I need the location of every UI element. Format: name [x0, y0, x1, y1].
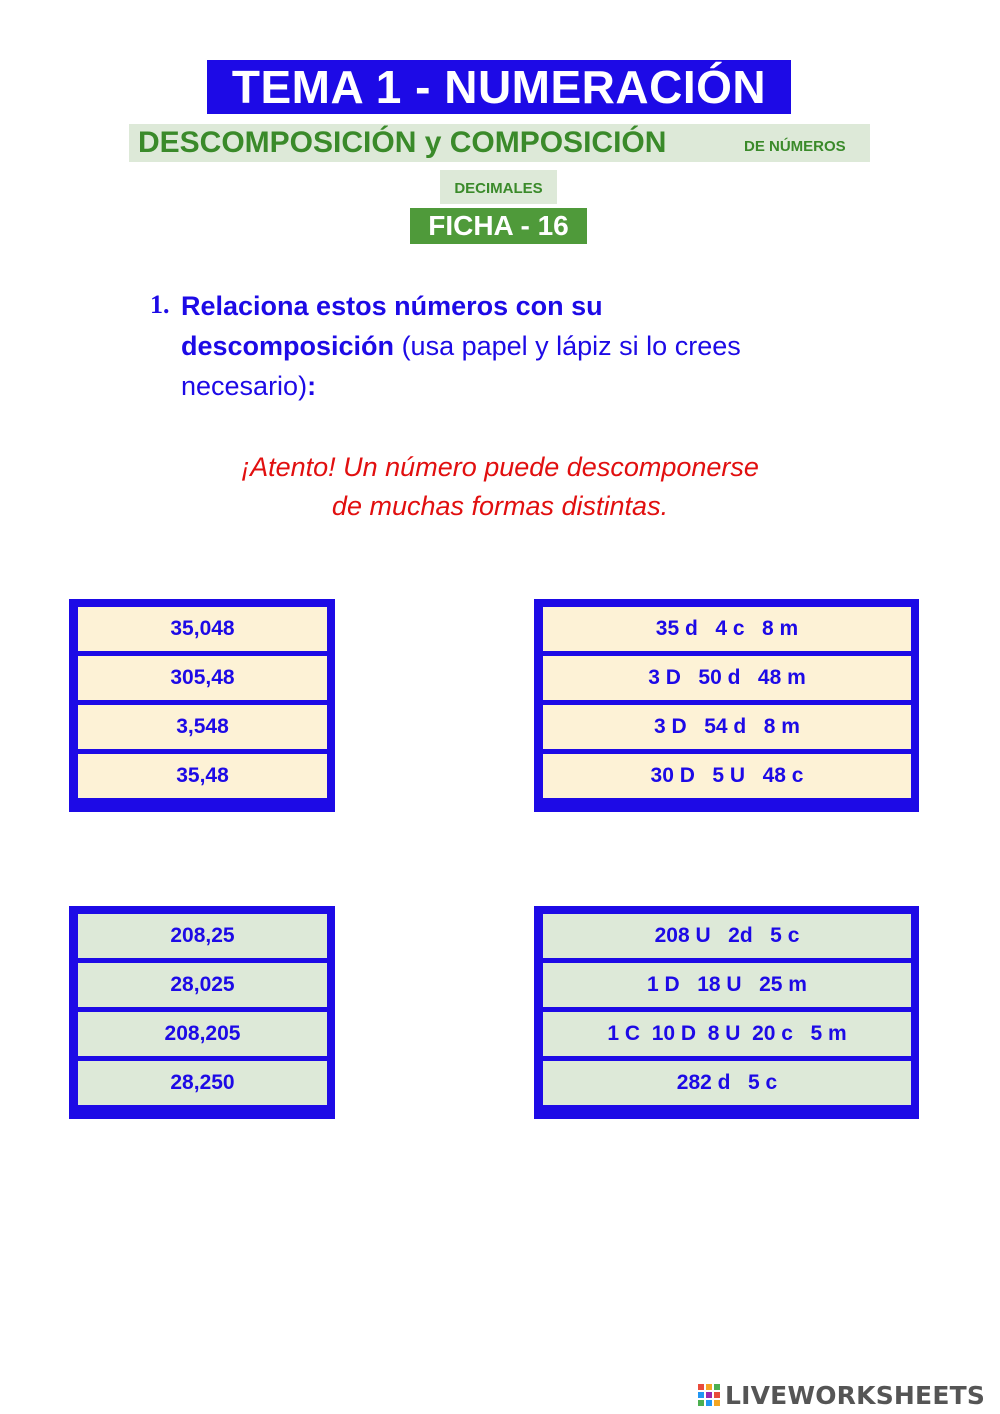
- number-item[interactable]: 3,548: [78, 705, 327, 749]
- decomposition-item[interactable]: 1 D 18 U 25 m: [543, 963, 911, 1007]
- subtitle-small-1: DE NÚMEROS: [744, 138, 846, 155]
- decomposition-item[interactable]: 1 C 10 D 8 U 20 c 5 m: [543, 1012, 911, 1056]
- question-colon: :: [307, 371, 317, 401]
- brand-name: LIVEWORKSHEETS: [725, 1380, 986, 1410]
- decomposition-item[interactable]: 208 U 2d 5 c: [543, 914, 911, 958]
- number-item[interactable]: 28,025: [78, 963, 327, 1007]
- decomposition-item[interactable]: 35 d 4 c 8 m: [543, 607, 911, 651]
- numbers-group-2: [69, 906, 335, 1119]
- brand-footer: [697, 1377, 985, 1413]
- number-item[interactable]: 208,205: [78, 1012, 327, 1056]
- warning-line-1: ¡Atento! Un número puede descomponerse: [241, 452, 759, 482]
- number-item[interactable]: 35,48: [78, 754, 327, 798]
- number-item[interactable]: 208,25: [78, 914, 327, 958]
- number-item[interactable]: 28,250: [78, 1061, 327, 1105]
- number-item[interactable]: 35,048: [78, 607, 327, 651]
- number-item[interactable]: 305,48: [78, 656, 327, 700]
- subtitle-main: DESCOMPOSICIÓN y COMPOSICIÓN: [138, 126, 667, 159]
- decomposition-item[interactable]: 3 D 50 d 48 m: [543, 656, 911, 700]
- question-text: [181, 286, 821, 406]
- page-title: TEMA 1 - NUMERACIÓN: [207, 60, 791, 114]
- decomposition-item[interactable]: 3 D 54 d 8 m: [543, 705, 911, 749]
- question-bold-text: Relaciona estos números con su descomposición: [181, 291, 603, 361]
- question-normal-text: (usa papel y lápiz si lo crees necesario): [181, 331, 741, 401]
- decomposition-item[interactable]: 282 d 5 c: [543, 1061, 911, 1105]
- liveworksheets-logo-icon: [697, 1383, 721, 1407]
- decomposition-item[interactable]: 30 D 5 U 48 c: [543, 754, 911, 798]
- subtitle-small-2: DECIMALES: [440, 170, 557, 204]
- warning-line-2: de muchas formas distintas.: [331, 491, 669, 521]
- decompositions-group-2: [534, 906, 919, 1119]
- sheet-label: FICHA - 16: [410, 208, 587, 244]
- decompositions-group-1: [534, 599, 919, 812]
- warning-note: [150, 448, 850, 526]
- question-number: 1.: [150, 290, 170, 319]
- numbers-group-1: [69, 599, 335, 812]
- subtitle-banner: [129, 124, 870, 162]
